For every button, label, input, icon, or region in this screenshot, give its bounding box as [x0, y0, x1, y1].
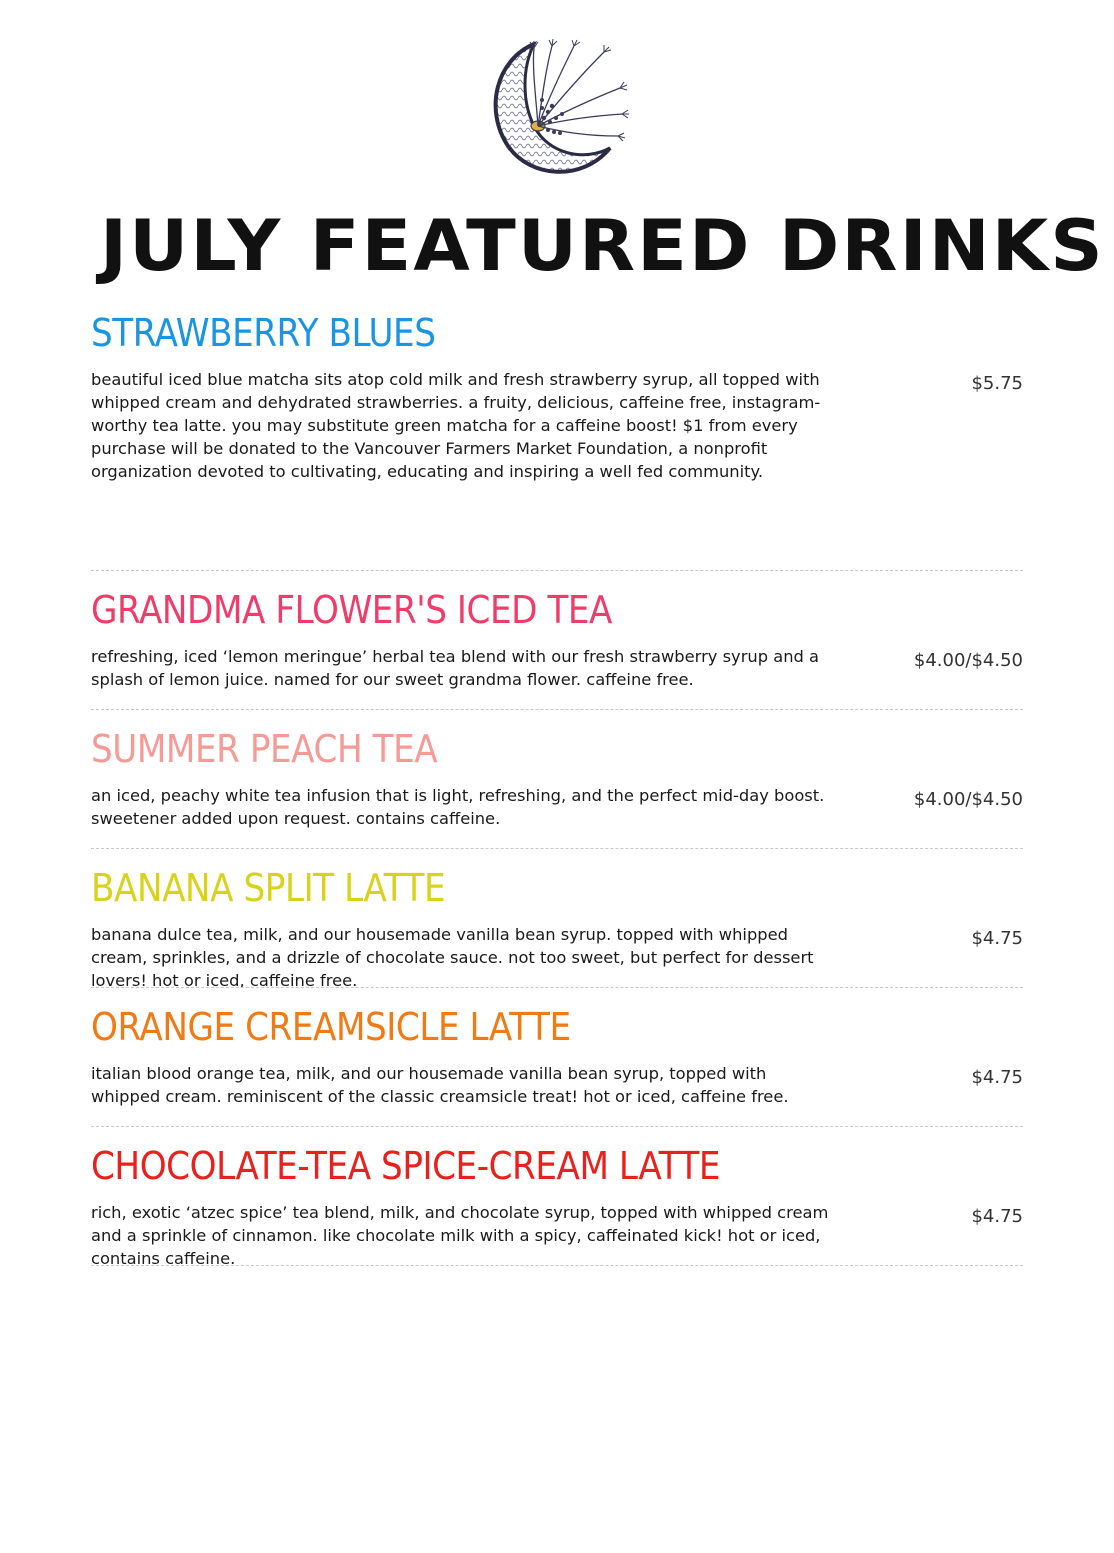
- item-description: beautiful iced blue matcha sits atop cold milk and fresh strawberry syrup, all topped with whipped cream and dehydrated strawberries. a fruity, delicious, caffeine free, instagram-worthy tea latte. you may substitute green matcha for a caffeine boost! $1 from every purchase will be donated to the Vancouver Farmers Market Foundation, a nonprofit organization devoted to cultivating, educating and inspiring a well fed community.: [91, 370, 821, 481]
- menu-item-summer-peach-tea: [91, 727, 1023, 831]
- menu-item-strawberry-blues: [91, 311, 1023, 484]
- divider: [91, 709, 1023, 710]
- divider: [91, 987, 1023, 988]
- item-price: $4.00/$4.50: [913, 789, 1023, 810]
- item-name: GRANDMA FLOWER'S ICED TEA: [91, 588, 612, 632]
- page-title: JULY FEATURED DRINKS: [100, 205, 1105, 287]
- menu-item-chocolate-tea-spice-cream-latte: [91, 1144, 1023, 1271]
- item-description: italian blood orange tea, milk, and our housemade vanilla bean syrup, topped with whipped cream. reminiscent of the classic creamsicle treat! hot or iced, caffeine free.: [91, 1064, 789, 1106]
- divider: [91, 570, 1023, 571]
- item-name: SUMMER PEACH TEA: [91, 727, 438, 771]
- item-name: CHOCOLATE-TEA SPICE-CREAM LATTE: [91, 1144, 721, 1188]
- moon-dandelion-logo: [486, 38, 636, 180]
- menu-item-orange-creamsicle-latte: [91, 1005, 1023, 1109]
- moon-dandelion-icon: [486, 38, 636, 180]
- divider: [91, 848, 1023, 849]
- item-name: ORANGE CREAMSICLE LATTE: [91, 1005, 571, 1049]
- menu-item-banana-split-latte: [91, 866, 1023, 993]
- divider: [91, 1265, 1023, 1266]
- item-price: $4.75: [971, 1206, 1023, 1227]
- item-description: refreshing, iced ‘lemon meringue’ herbal tea blend with our fresh strawberry syrup and a splash of lemon juice. named for our sweet grandma flower. caffeine free.: [91, 647, 819, 689]
- divider: [91, 1126, 1023, 1127]
- item-price: $4.75: [971, 1067, 1023, 1088]
- item-description: an iced, peachy white tea infusion that is light, refreshing, and the perfect mid-day boost. sweetener added upon request. contains caffeine.: [91, 786, 825, 828]
- item-name: BANANA SPLIT LATTE: [91, 866, 446, 910]
- item-price: $4.00/$4.50: [913, 650, 1023, 671]
- item-price: $4.75: [971, 928, 1023, 949]
- item-description: rich, exotic ‘atzec spice’ tea blend, milk, and chocolate syrup, topped with whipped cream and a sprinkle of cinnamon. like chocolate milk with a spicy, caffeinated kick! hot or iced, contains caffeine.: [91, 1203, 829, 1268]
- item-name: STRAWBERRY BLUES: [91, 311, 436, 355]
- item-description: banana dulce tea, milk, and our housemade vanilla bean syrup. topped with whipped cream, sprinkles, and a drizzle of chocolate sauce. not too sweet, but perfect for dessert lovers! hot or iced, caffeine free.: [91, 925, 814, 990]
- menu-item-grandma-flowers-iced-tea: [91, 588, 1023, 692]
- item-price: $5.75: [971, 373, 1023, 394]
